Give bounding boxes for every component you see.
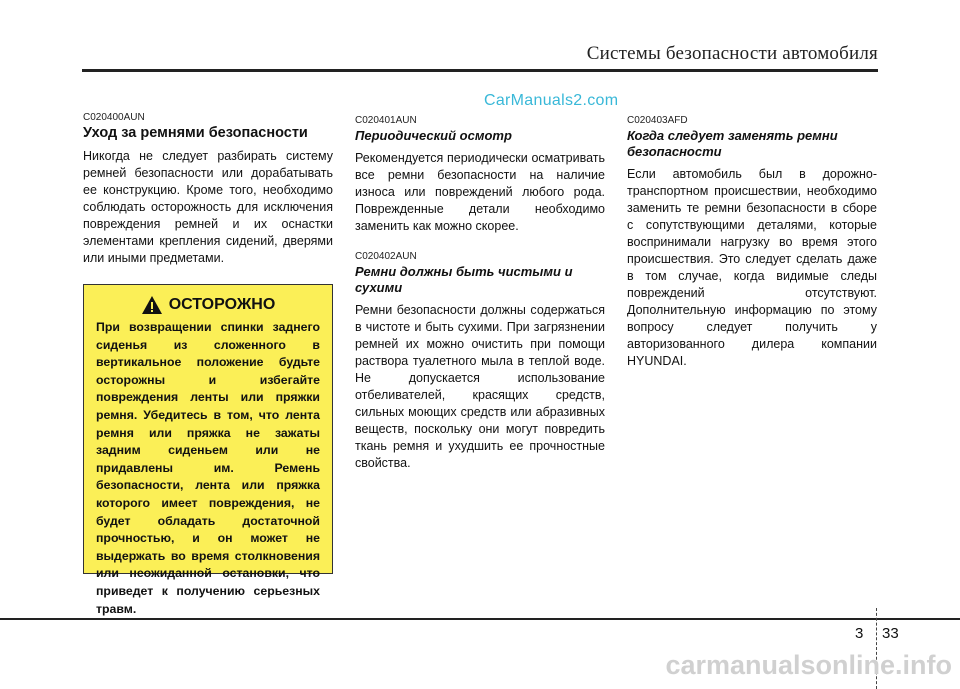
section-code: C020403AFD bbox=[627, 115, 688, 126]
section-heading: Периодический осмотр bbox=[355, 128, 512, 143]
warning-text: При возвращении спинки заднего сиденья из сложенного в вертикальное положение будьте осторожны и избегайте повреждения ленты или пряжки ремня. Убедитесь в том, что лента ремня или пряжка не зажаты задним сиденьем или не придавлены им. Ремень безопасности, лента или пряжка которого имеет повреждения, не будет обладать достаточной прочностью, и он может не выдержать во время столкновения или неожиданной остановки, что приведет к получению серьезных травм. bbox=[96, 320, 320, 616]
section-text: Никогда не следует разбирать систему ремней безопасности или дорабатывать ее конструкцию. Кроме того, необходимо соблюдать осторожность для исключения повреждения ремней и их оснастки элементами крепления сидений, дверями или иными предметами. bbox=[83, 149, 333, 265]
header-rule bbox=[82, 69, 878, 72]
footer-rule bbox=[0, 618, 960, 620]
header-title: Системы безопасности автомобиля bbox=[586, 43, 878, 64]
section-code: C020402AUN bbox=[355, 251, 417, 262]
section-code: C020401AUN bbox=[355, 115, 417, 126]
column-2 bbox=[355, 115, 605, 482]
column-3 bbox=[627, 115, 877, 380]
chapter-number: 3 bbox=[855, 625, 864, 642]
warning-title: ОСТОРОЖНО bbox=[168, 296, 276, 313]
warning-triangle-icon bbox=[141, 295, 163, 315]
section-code: C020400AUN bbox=[83, 112, 145, 123]
section-heading: Когда следует заменять ремни безопасности bbox=[627, 128, 838, 159]
section-heading: Ремни должны быть чистыми и сухими bbox=[355, 264, 573, 295]
warning-header bbox=[96, 295, 320, 315]
column-1 bbox=[83, 112, 333, 277]
section-heading: Уход за ремнями безопасности bbox=[83, 125, 308, 141]
page-number: 33 bbox=[882, 625, 899, 642]
section-text: Рекомендуется периодически осматривать все ремни безопасности на наличие износа или повреждений любого рода. Поврежденные детали необходимо заменить как можно скорее. bbox=[355, 151, 605, 233]
section-text: Ремни безопасности должны содержаться в чистоте и быть сухими. При загрязнении ремней их можно очистить при помощи раствора туалетного мыла в теплой воде. Не допускается использование отбеливателей, красящих средств, сильных моющих средств или абразивных веществ, поскольку они могут повредить ткань ремня и ухудшить ее прочностные свойства. bbox=[355, 303, 605, 470]
section-text: Если автомобиль был в дорожно-транспортном происшествии, необходимо заменить те ремни безопасности в сборе с сопутствующими деталями, которые воспринимали нагрузку во время этого происшествия. Это следует сделать даже в том случае, когда видимые следы повреждений отсутствуют. Дополнительную информацию по этому вопросу следует получить у авторизованного дилера компании HYUNDAI. bbox=[627, 167, 877, 368]
watermark-top[interactable]: CarManuals2.com bbox=[484, 92, 619, 109]
watermark-bottom[interactable]: carmanualsonline.info bbox=[665, 650, 952, 680]
warning-box bbox=[83, 284, 333, 616]
